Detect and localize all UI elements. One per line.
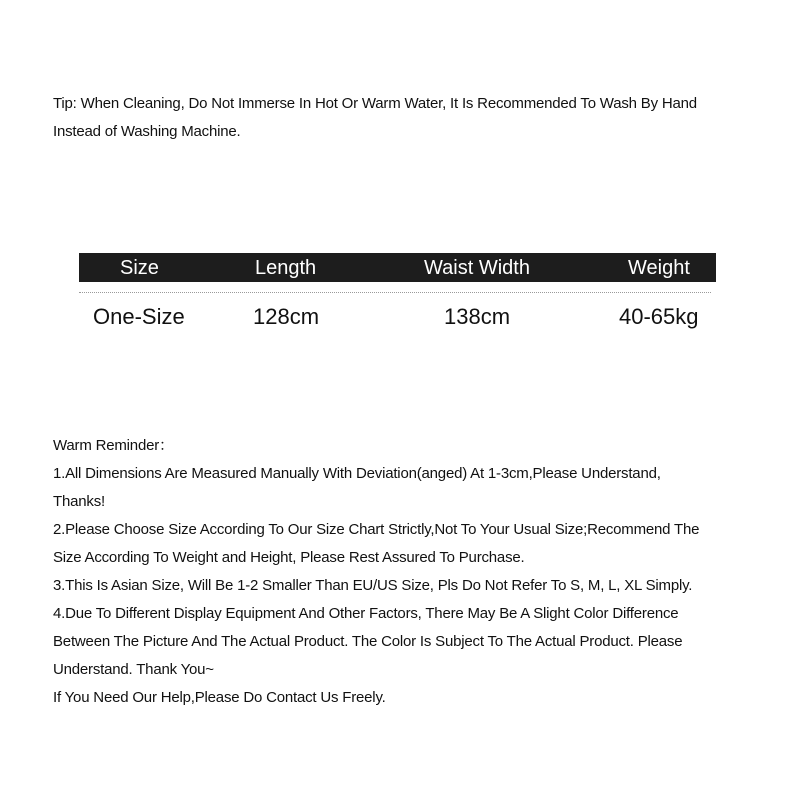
header-waist-width: Waist Width	[424, 257, 530, 279]
reminder-line: Between The Picture And The Actual Product. The Color Is Subject To The Actual Product. Please	[53, 633, 683, 650]
cell-weight: 40-65kg	[619, 304, 699, 329]
reminder-line: 1.All Dimensions Are Measured Manually With Deviation(anged) At 1-3cm,Please Understand,	[53, 465, 661, 482]
reminder-line: If You Need Our Help,Please Do Contact Us Freely.	[53, 689, 386, 706]
reminder-line: Size According To Weight and Height, Please Rest Assured To Purchase.	[53, 549, 525, 566]
reminder-line: 2.Please Choose Size According To Our Size Chart Strictly,Not To Your Usual Size;Recommend The	[53, 521, 700, 538]
table-row	[79, 293, 716, 333]
reminder-title: Warm Reminder：	[53, 437, 174, 454]
cell-waist-width: 138cm	[444, 304, 511, 329]
tip-line: Tip: When Cleaning, Do Not Immerse In Hot Or Warm Water, It Is Recommended To Wash By Hand	[53, 95, 697, 112]
size-table-header	[79, 253, 716, 282]
header-size: Size	[120, 257, 159, 279]
reminder-line: 3.This Is Asian Size, Will Be 1-2 Smaller Than EU/US Size, Pls Do Not Refer To S, M, L, XL Simply.	[53, 577, 693, 594]
size-table	[79, 253, 716, 333]
header-length: Length	[255, 257, 317, 279]
reminder-line: Understand. Thank You~	[53, 661, 214, 678]
reminder-line: 4.Due To Different Display Equipment And Other Factors, There May Be A Slight Color Difference	[53, 605, 679, 622]
header-weight: Weight	[628, 257, 690, 279]
warm-reminder	[53, 432, 773, 712]
tip-line: Instead of Washing Machine.	[53, 123, 241, 140]
washing-tip	[53, 90, 773, 146]
cell-length: 128cm	[253, 304, 320, 329]
reminder-line: Thanks!	[53, 493, 105, 510]
cell-size: One-Size	[93, 304, 185, 329]
